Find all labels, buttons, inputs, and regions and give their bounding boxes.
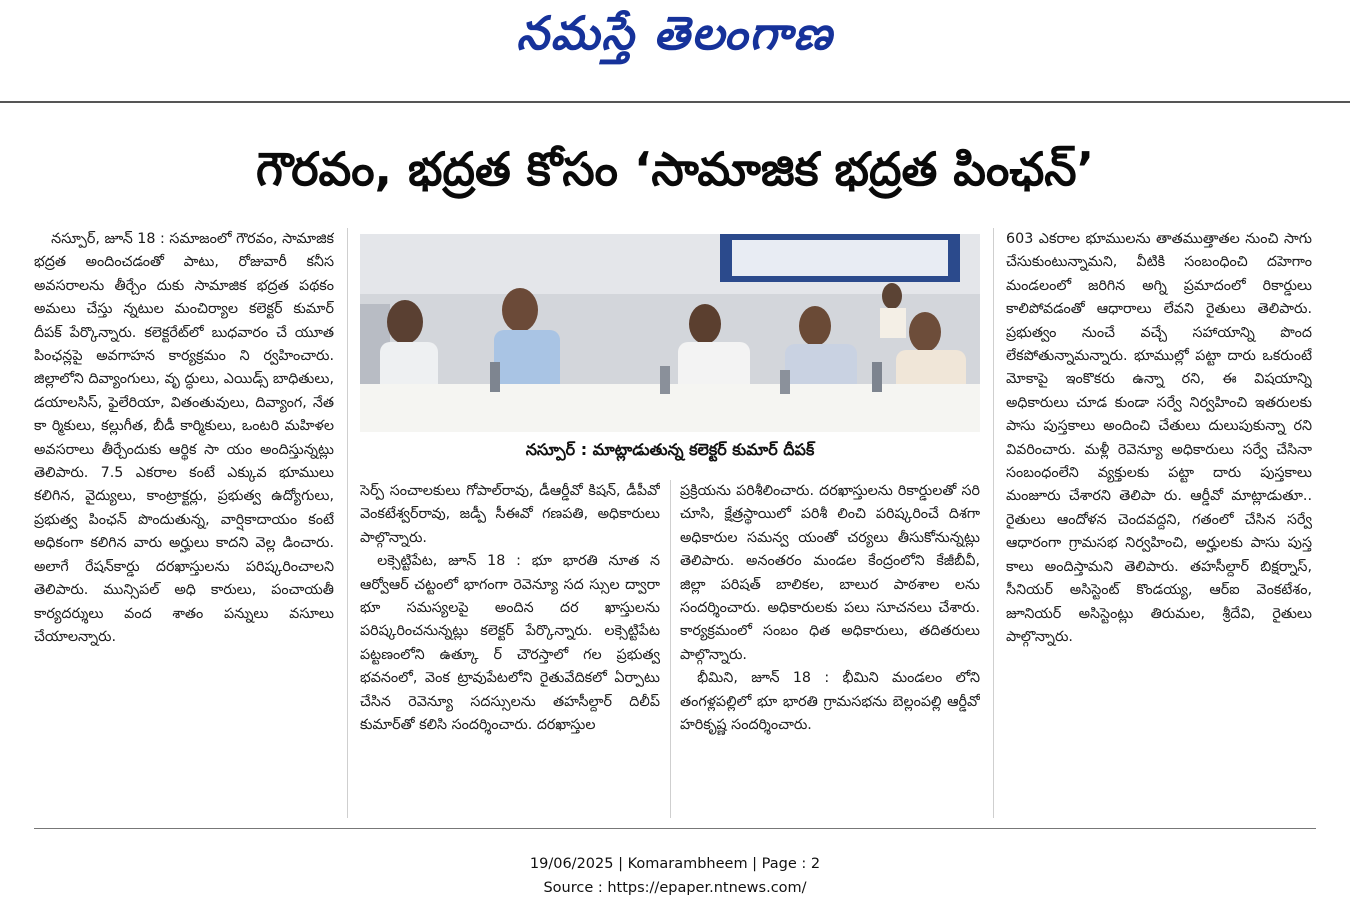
article-photo [360,234,980,432]
paragraph: నస్పూర్, జూన్ 18 : సమాజంలో గౌరవం, సామాజిక భద్రత అందించడంతో పాటు, రోజువారీ కనీస అవసరాలను తీర్చేం దుకు సామాజిక భద్రత పథకం అమలు చేస్తు న్నటుల మంచిర్యాల కలెక్టర్ కుమార్ దీపక్ పేర్కొన్నారు. కలెక్టరేట్‌లో బుధవారం చే యూత పింఛన్లపై అవగాహన కార్యక్రమం ని ర్వహించారు. జిల్లాలోని దివ్యాంగులు, వృ ద్ధులు, ఎయిడ్స్ బాధితులు, డయాలసిస్, ఫైలేరియా, వితంతువులు, దివ్యాంగ, నేత కా ర్మికులు, కల్లుగీత, బీడీ కార్మికులు, ఒంటరి మహిళల అవసరాలు తీర్చేందుకు ఆర్థిక సా యం అందిస్తున్నట్లు తెలిపారు. 7.5 ఎకరాల కంటే ఎక్కువ భూములు కలిగిన, వైద్యులు, కాంట్రాక్టర్లు, ప్రభుత్వ ఉద్యోగులు, ప్రభుత్వ పింఛన్ పొందుతున్న, వార్షికాదాయం కంటే అధికంగా కలిగిన వారు అర్హులు కాదని వెల్ల డించారు. అలాగే రేషన్‌కార్డు దరఖాస్తులను పరిష్కరించాలని తెలిపారు. మున్సిపల్ అధి కారులు, పంచాయతీ కార్యదర్శులు వంద శాతం పన్నులు వసూలు చేయాలన్నారు. [34,231,334,645]
paragraph: భీమిని, జూన్ 18 : భీమిని మండలం లోని తంగళ్లపల్లిలో భూ భారతి గ్రామసభను బెల్లంపల్లి ఆర్డీవో హరికృష్ణ సందర్శించారు. [680,670,980,734]
paragraph: 603 ఎకరాల భూములను తాతముత్తాతల నుంచి సాగు చేసుకుంటున్నామని, వీటికి సంబంధించి దహెగాం మండలంలో జరిగిన అగ్ని ప్రమాదంలో రికార్డులు కాలిపోవడంతో ఆధారాలు లేవని రైతులు తెలిపారు. ప్రభుత్వం నుంచే వచ్చే సహాయాన్ని పొంద లేకపోతున్నామన్నారు. భూముల్లో పట్టా దారు ఒకరుంటే మోకాపై ఇంకొకరు ఉన్నా రని, ఈ విషయాన్ని అధికారులు చూడ కుండా సర్వే నిర్వహించి ఇతరులకు పాసు పుస్తకాలు అందించి చేతులు దులుపుకున్నా రని వివరించారు. మళ్లీ రెవెన్యూ అధికారులు సర్వే చేసినా సంబంధంలేని వ్యక్తులకు పట్టా దారు పుస్తకాలు మంజూరు చేశారని తెలిపా రు. ఆర్డీవో మాట్లాడుతూ.. రైతులు ఆందోళన చెందవద్దని, గతంలో చేసిన సర్వే ఆధారంగా గ్రామసభ నిర్వహించి, అర్హులకు పాసు పుస్త కాలు అందిస్తామని తెలిపారు. తహసీల్దార్ బిక్షర్నాస్, సీనియర్ అసిస్టెంట్ కొండయ్య, ఆర్ఐ వెంకటేశం, జూనియర్ అసిస్టెంట్లు తిరుమల, శ్రీదేవి, రైతులు పాల్గొన్నారు. [1006,231,1312,645]
paragraph: లక్సెట్టిపేట, జూన్ 18 : భూ భారతి నూత న ఆర్వోఆర్ చట్టంలో భాగంగా రెవెన్యూ సద స్సుల ద్వారా భూ సమస్యలపై అందిన దర ఖాస్తులను పరిష్కరించనున్నట్లు కలెక్టర్ పేర్కొన్నారు. లక్సెట్టిపేట పట్టణంలోని ఉత్కూ ర్ చౌరస్తాలో గల ప్రభుత్వ భవనంలో, వెంక ట్రావుపేటలోని రైతువేదికలో ఏర్పాటు చేసిన రెవెన్యూ సదస్సులను తహసీల్దార్ దిలీప్ కుమార్‌తో కలిసి సందర్శించారు. దరఖాస్తుల [360,553,660,734]
paragraph: ప్రక్రియను పరిశీలించారు. దరఖాస్తులను రికార్డులతో సరి చూసి, క్షేత్రస్థాయిలో పరిశీ లించి పరిష్కరించే దిశగా అధికారుల సమన్వ యంతో చర్యలు తీసుకోనున్నట్లు తెలిపారు. అనంతరం మండల కేంద్రంలోని కేజీబీవీ, జిల్లా పరిషత్ బాలికల, బాలుర పాఠశాల లను సందర్శించారు. అధికారులకు పలు సూచనలు చేశారు. కార్యక్రమంలో సంబం ధిత అధికారులు, తదితరులు పాల్గొన్నారు. [680,483,980,663]
article-column-2 [360,480,660,820]
column-divider [347,228,348,818]
bottom-divider [34,828,1316,829]
article-headline: గౌరవం, భద్రత కోసం ‘సామాజిక భద్రత పింఛన్’ [255,142,1095,196]
photo-caption: నస్పూర్ : మాట్లాడుతున్న కలెక్టర్ కుమార్ దీపక్ [525,440,815,459]
edition-info: 19/06/2025 | Komarambheem | Page : 2 [529,856,821,872]
source-link[interactable]: Source : https://epaper.ntnews.com/ [543,880,807,896]
article-column-1 [34,228,334,818]
column-divider [670,480,671,818]
page-footer [0,852,1350,900]
newspaper-logo: నమస్తే తెలంగాణ [516,6,834,60]
paragraph: సెర్ప్ సంచాలకులు గోపాల్‌రావు, డీఆర్డీవో కిషన్, డీపీవో వెంకటేశ్వర్‌రావు, జడ్పీ సీఈవో గణపతి, అధికారులు పాల్గొన్నారు. [360,483,660,546]
news-article [34,124,1316,824]
top-divider [0,101,1350,103]
masthead [0,0,1350,88]
article-column-4 [1006,228,1312,818]
article-column-3 [680,480,980,820]
column-divider [993,228,994,818]
